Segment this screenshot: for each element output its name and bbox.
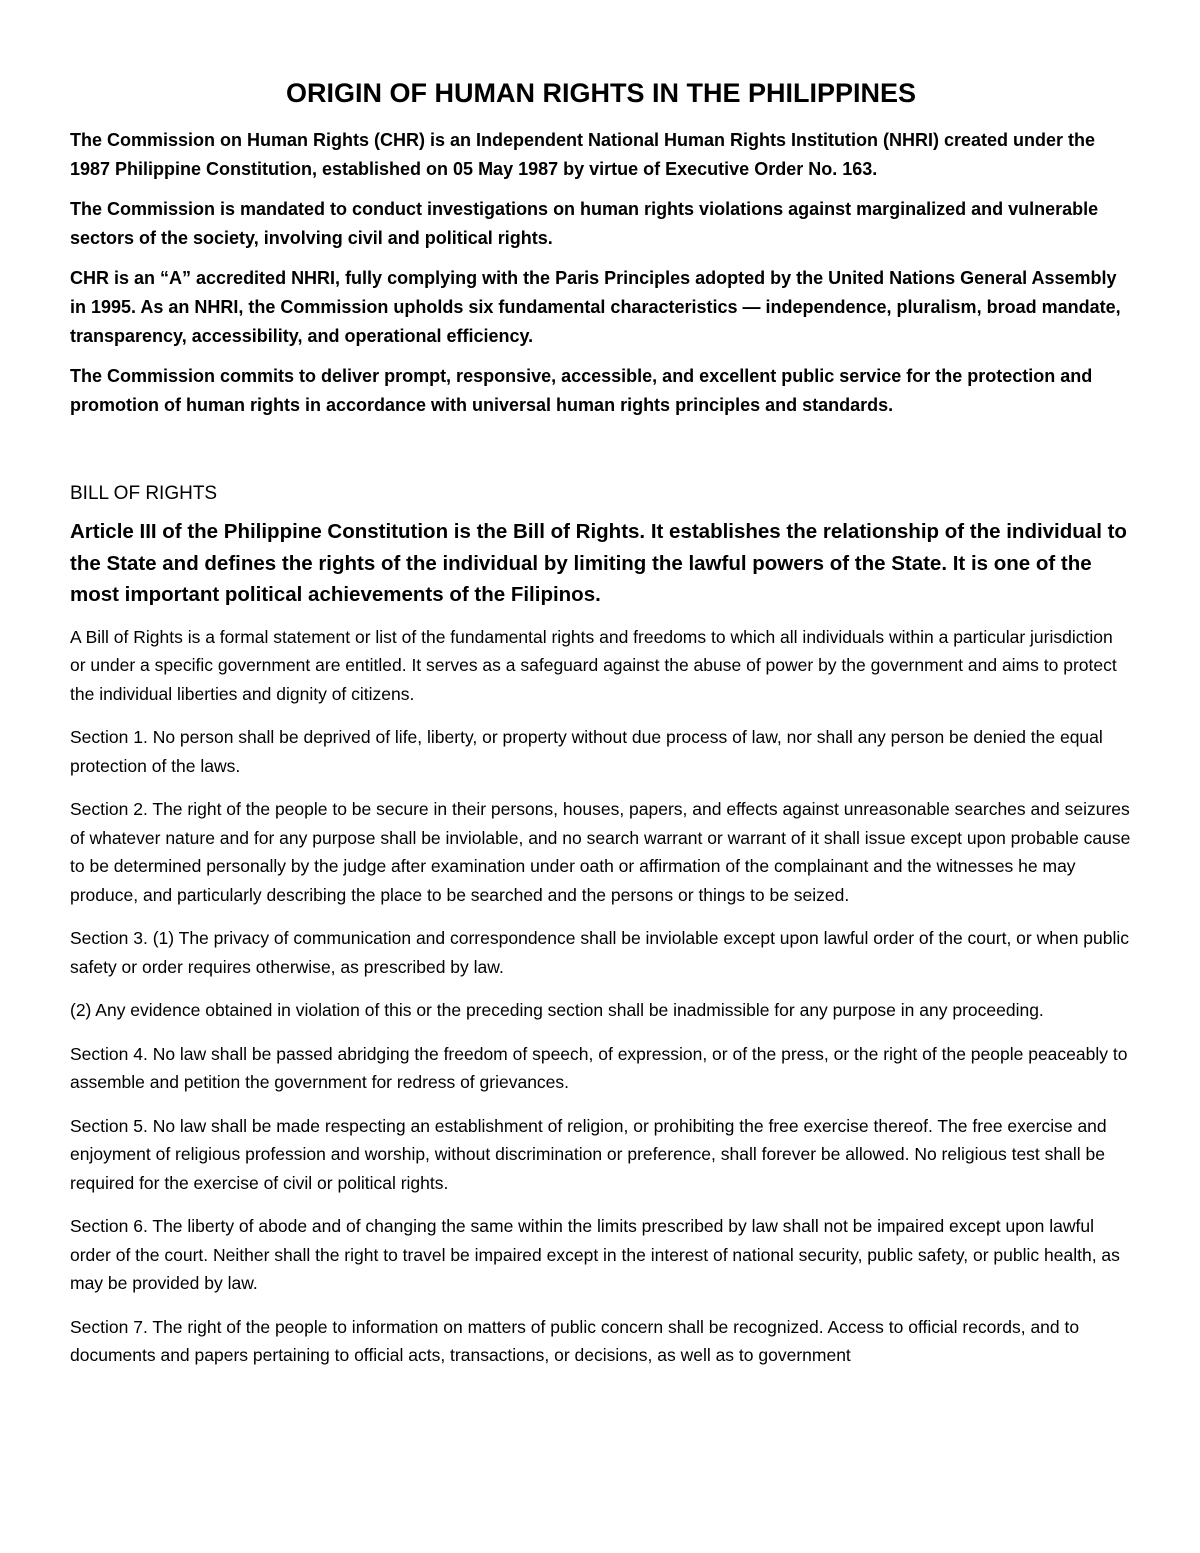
intro-paragraph-mandate: The Commission is mandated to conduct investigations on human rights violations against marginalized and vulnerable sectors of the society, involving civil and political rights.: [70, 199, 1099, 248]
paragraph-section-2: Section 2. The right of the people to be secure in their persons, houses, papers, and effects against unreasonable searches and seizures of whatever nature and for any purpose shall be inviolable, and no search warrant or warrant of it shall issue except upon probable cause to be determined personally by the judge after examination under oath or affirmation of the complainant and the witnesses he may produce, and particularly describing the place to be searched and the persons or things to be seized.: [70, 799, 1131, 905]
paragraph-section-6: Section 6. The liberty of abode and of changing the same within the limits prescribed by law shall not be impaired except upon lawful order of the court. Neither shall the right to travel be impaired except in the interest of national security, public safety, or public health, as may be provided by law.: [70, 1216, 1120, 1293]
bill-of-rights-body: [70, 623, 1132, 1370]
bill-of-rights-lead: Article III of the Philippine Constitution is the Bill of Rights. It establishes the relationship of the individual to the State and defines the rights of the individual by limiting the lawful powers of the State. It is one of the most important political achievements of the Filipinos.: [70, 520, 1127, 606]
paragraph-section-7: Section 7. The right of the people to information on matters of public concern shall be recognized. Access to official records, and to documents and papers pertaining to official acts, transactions, or decisions, as well as to government: [70, 1316, 1080, 1365]
paragraph-section-1: Section 1. No person shall be deprived of life, liberty, or property without due process of law, nor shall any person be denied the equal protection of the laws.: [70, 727, 1103, 776]
paragraph-section-4: Section 4. No law shall be passed abridging the freedom of speech, of expression, or of the press, or the right of the people peaceably to assemble and petition the government for redress of grievances.: [70, 1043, 1128, 1092]
document-page: [70, 74, 1132, 1385]
intro-paragraph-chr: The Commission on Human Rights (CHR) is an Independent National Human Rights Institution (NHRI) created under the 1987 Philippine Constitution, established on 05 May 1987 by virtue of Executive Order No. 163.: [70, 130, 1096, 179]
bill-of-rights-heading: BILL OF RIGHTS: [70, 483, 218, 504]
intro-section: [70, 126, 1132, 420]
paragraph-section-3-1: Section 3. (1) The privacy of communication and correspondence shall be inviolable except upon lawful order of the court, or when public safety or order requires otherwise, as prescribed by law.: [70, 928, 1130, 977]
paragraph-section-5: Section 5. No law shall be made respecting an establishment of religion, or prohibiting the free exercise thereof. The free exercise and enjoyment of religious profession and worship, without discrimination or preference, shall forever be allowed. No religious test shall be required for the exercise of civil or political rights.: [70, 1115, 1107, 1193]
intro-paragraph-commitment: The Commission commits to deliver prompt, responsive, accessible, and excellent public service for the protection and promotion of human rights in accordance with universal human rights principles and standards.: [70, 366, 1093, 415]
intro-paragraph-accreditation: CHR is an “A” accredited NHRI, fully complying with the Paris Principles adopted by the United Nations General Assembly in 1995. As an NHRI, the Commission upholds six fundamental characteristics — independence, pluralism, broad mandate, transparency, accessibility, and operational efficiency.: [70, 268, 1121, 346]
section-spacer: [70, 431, 1132, 479]
document-title: ORIGIN OF HUMAN RIGHTS IN THE PHILIPPINES: [285, 78, 917, 108]
paragraph-section-3-2: (2) Any evidence obtained in violation of this or the preceding section shall be inadmissible for any purpose in any proceeding.: [70, 1000, 1044, 1020]
paragraph-definition: A Bill of Rights is a formal statement or list of the fundamental rights and freedoms to which all individuals within a particular jurisdiction or under a specific government are entitled. It serves as a safeguard against the abuse of power by the government and aims to protect the individual liberties and dignity of citizens.: [70, 626, 1117, 704]
